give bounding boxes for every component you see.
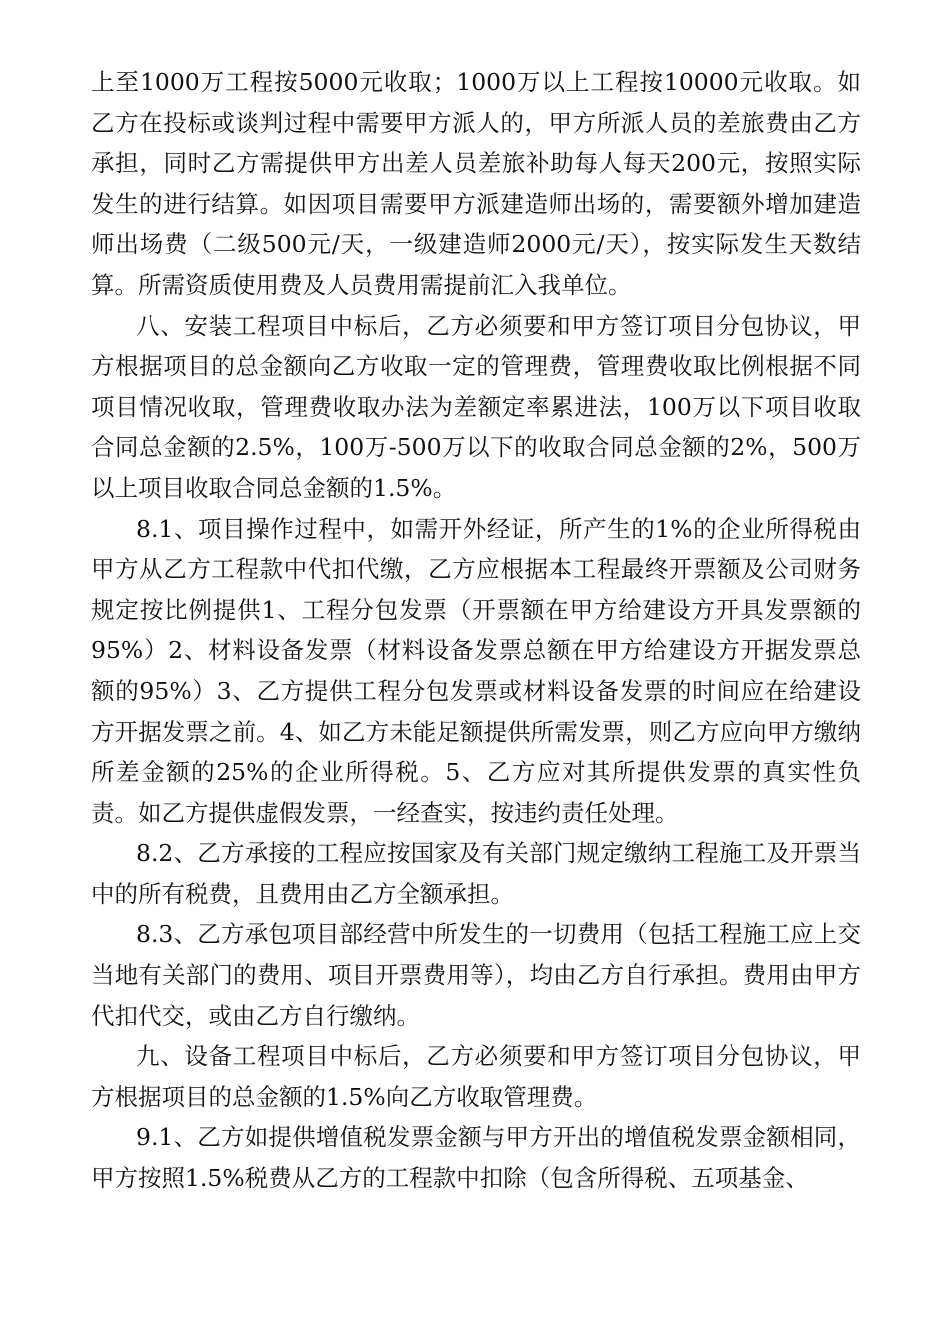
paragraph-section-8: 八、安装工程项目中标后，乙方必须要和甲方签订项目分包协议，甲方根据项目的总金额向乙方收取一定的管理费，管理费收取比例根据不同项目情况收取，管理费收取办法为差额定率累进法，100万以下项目收取合同总金额的2.5%，100万-500万以下的收取合同总金额的2%，500万以上项目收取合同总金额的1.5%。 [91, 311, 861, 502]
paragraph-section-9-1: 9.1、乙方如提供增值税发票金额与甲方开出的增值税发票金额相同，甲方按照1.5%税费从乙方的工程款中扣除（包含所得税、五项基金、 [91, 1123, 861, 1193]
document-page [91, 62, 861, 1199]
paragraph-section-8-1: 8.1、项目操作过程中，如需开外经证，所产生的1%的企业所得税由甲方从乙方工程款中代扣代缴，乙方应根据本工程最终开票额及公司财务规定按比例提供1、工程分包发票（开票额在甲方给建设方开具发票额的95%）2、材料设备发票（材料设备发票总额在甲方给建设方开据发票总额的95%）3、乙方提供工程分包发票或材料设备发票的时间应在给建设方开据发票之前。4、如乙方未能足额提供所需发票，则乙方应向甲方缴纳所差金额的25%的企业所得税。5、乙方应对其所提供发票的真实性负责。如乙方提供虚假发票，一经查实，按违约责任处理。 [91, 514, 861, 827]
paragraph-section-8-3: 8.3、乙方承包项目部经营中所发生的一切费用（包括工程施工应上交当地有关部门的费用、项目开票费用等），均由乙方自行承担。费用由甲方代扣代交，或由乙方自行缴纳。 [91, 920, 861, 1030]
paragraph-section-9: 九、设备工程项目中标后，乙方必须要和甲方签订项目分包协议，甲方根据项目的总金额的1.5%向乙方收取管理费。 [91, 1042, 861, 1111]
paragraph-section-8-2: 8.2、乙方承接的工程应按国家及有关部门规定缴纳工程施工及开票当中的所有税费，且费用由乙方全额承担。 [91, 839, 861, 908]
paragraph-fee-terms: 上至1000万工程按5000元收取；1000万以上工程按10000元收取。如乙方在投标或谈判过程中需要甲方派人的，甲方所派人员的差旅费由乙方承担，同时乙方需提供甲方出差人员差旅补助每人每天200元，按照实际发生的进行结算。如因项目需要甲方派建造师出场的，需要额外增加建造师出场费（二级500元/天，一级建造师2000元/天），按实际发生天数结算。所需资质使用费及人员费用需提前汇入我单位。 [91, 68, 861, 299]
